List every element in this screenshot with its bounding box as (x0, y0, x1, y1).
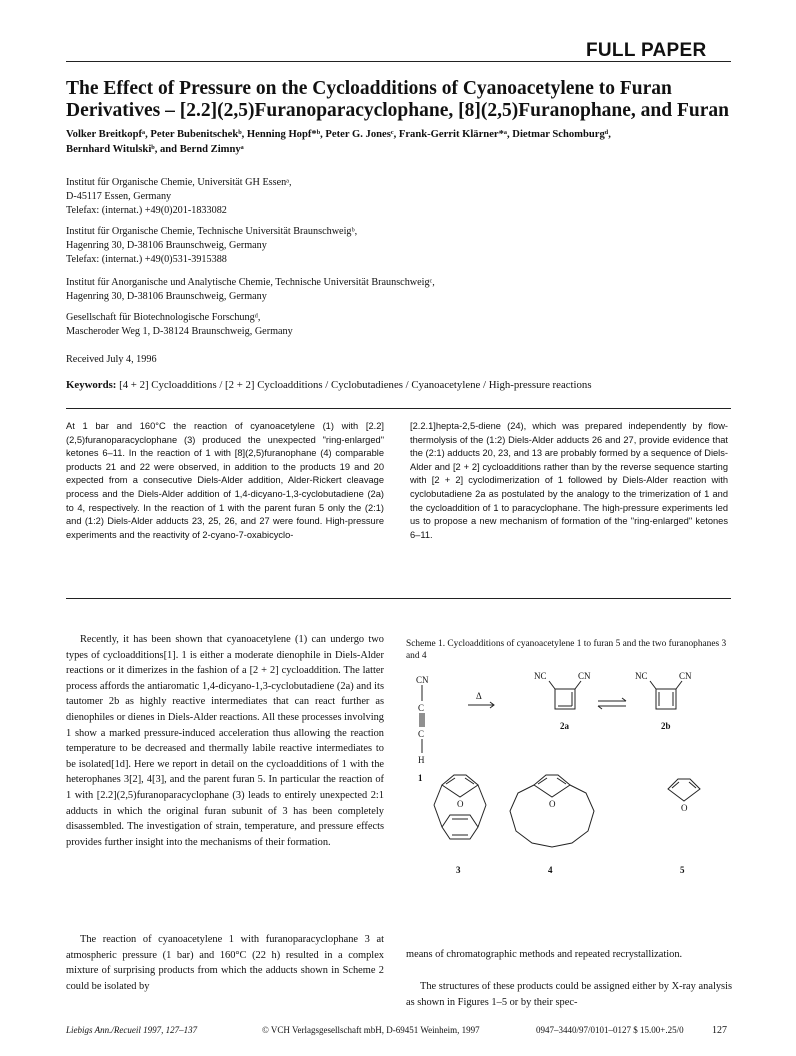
title-line-2: Derivatives – [2.2](2,5)Furanoparacyclophane, [8](2,5)Furanophane, and Furan (66, 100, 729, 121)
affiliation-braunschweig-organic (66, 225, 566, 267)
authors-line-1: Volker Breitkopfᵃ, Peter Bubenitschekᵇ, Henning Hopf*ᵇ, Peter G. Jonesᶜ, Frank-Gerrit Klärner*ᵃ, Dietmar Schomburgᵈ, (66, 129, 611, 140)
footer-code: 0947–3440/97/0101–0127 $ 15.00+.25/0 (536, 1025, 684, 1035)
abstract-bottom-rule (66, 598, 731, 599)
affiliation-line: Telefax: (internat.) +49(0)201-1833082 (66, 205, 227, 216)
scheme-1-figure (406, 665, 732, 925)
affiliation-line: Institut für Anorganische und Analytische Chemie, Technische Universität Braunschweigᶜ, (66, 277, 435, 288)
authors-line-2: Bernhard Witulskiᵇ, and Bernd Zimnyᵃ (66, 144, 244, 155)
scheme-label: O (681, 803, 688, 813)
affiliation-essen (66, 176, 566, 218)
keywords (66, 379, 736, 391)
abstract-right-column: [2.2.1]hepta-2,5-diene (24), which was prepared independently by flow-thermolysis of the (1:2) Diels-Alder adducts 26 and 27, provide evidence that the (2:1) adducts 20, 23, and 13 are probably formed by a sequence of Diels-Alder and [2 + 2] cycloadditions rather than by the reverse sequence starting with [2 + 2] cyclodimerization of 1 followed by Diels-Alder reaction with cyclobutadiene 2a as postulated by the analogy to the trimerization of 1 and the cycloaddition of 1 to paracyclophane. The high-pressure experiments led us to propose a new mechanism of formation of the "ring-enlarged" ketones 6–11. (410, 421, 728, 540)
compound-number: 2b (661, 721, 671, 731)
scheme-label: C (418, 729, 425, 739)
keywords-label: Keywords: (66, 379, 117, 391)
affiliation-gbf (66, 311, 566, 339)
abstract-top-rule (66, 408, 731, 409)
affiliation-line: Gesellschaft für Biotechnologische Forschungᵈ, (66, 312, 261, 323)
header-rule (66, 61, 731, 62)
scheme-label: CN (578, 671, 591, 681)
compound-number: 2a (560, 721, 569, 731)
scheme-label: CN (416, 675, 429, 685)
received-date: Received July 4, 1996 (66, 354, 157, 365)
paper-title (66, 78, 736, 122)
affiliation-line: Institut für Organische Chemie, Technische Universität Braunschweigᵇ, (66, 226, 358, 237)
author-list (66, 127, 736, 157)
page-number: 127 (712, 1025, 727, 1036)
scheme-caption: Scheme 1. Cycloadditions of cyanoacetylene 1 to furan 5 and the two furanophanes 3 and 4 (406, 639, 727, 661)
body-paragraph-1: Recently, it has been shown that cyanoacetylene (1) can undergo two types of cycloadditions[1]. 1 is either a moderate dienophile in Diels-Alder reactions or it dimerizes in the fashion of a [2 + 2] cycloaddition. The latter process affords the antiaromatic 1,4-dicyano-1,3-cyclobutadiene (2a) and its tautomer 2b as highly reactive intermediates that can react further as dienophiles or dienes in Diels-Alder reactions. All these processes involving 1 show a marked pressure-induced acceleration thus allowing the reaction temperature to be decreased and thermally labile reactive intermediates to be isolated[1d]. Here we report in detail on the cycloadditions of 1 with the heterophanes 3[2], 4[3], and the parent furan 5. In particular the reaction of 1 with [2.2](2,5)furanoparacyclophane (3) leads to entirely unexpected 2:1 adducts in which the original furan subunit of 3 has been completely disassembled. The investigation of strain, temperature, and pressure effects provides further insight into the mechanisms of their formation. (66, 634, 384, 848)
compound-number: 1 (418, 773, 423, 783)
footer-publisher: © VCH Verlagsgesellschaft mbH, D-69451 Weinheim, 1997 (262, 1025, 480, 1035)
affiliation-line: Telefax: (internat.) +49(0)531-3915388 (66, 254, 227, 265)
scheme-label: H (418, 755, 425, 765)
affiliation-line: Institut für Organische Chemie, Universität GH Essenᵃ, (66, 177, 292, 188)
scheme-label: NC (635, 671, 648, 681)
scheme-label: O (549, 799, 556, 809)
title-line-1: The Effect of Pressure on the Cycloadditions of Cyanoacetylene to Furan (66, 78, 672, 99)
abstract-left-column: At 1 bar and 160°C the reaction of cyanoacetylene (1) with [2.2](2,5)furanoparacyclophane (3) produced the unexpected "ring-enlarged" ketones 6–11. In the reaction of 1 with [8](2,5)furanophane (4) comparable products 21 and 22 were observed, in addition to the products 19 and 20 expected from a consecutive Diels-Alder addition, Alder-Rickert cleavage process and the Diels-Alder addition of 1,4-dicyano-1,3-cyclobutadiene (2a) to 4, respectively. In the reaction of 1 with the parent furan 5 only the (2:1) and (1:2) Diels-Alder adducts 23, 25, 26, and 27 were found. High-pressure experiments and the reactivity of 2-cyano-7-oxabicyclo- (66, 421, 384, 540)
body-paragraph-3: means of chromatographic methods and repeated recrystallization. (406, 949, 683, 960)
compound-number: 5 (680, 865, 685, 875)
scheme-label: C (418, 703, 425, 713)
affiliation-line: Mascheroder Weg 1, D-38124 Braunschweig, Germany (66, 326, 293, 337)
compound-number: 3 (456, 865, 461, 875)
keywords-text: [4 + 2] Cycloadditions / [2 + 2] Cycloadditions / Cyclobutadienes / Cyanoacetylene / High-pressure reactions (119, 379, 592, 391)
affiliation-braunschweig-inorganic (66, 276, 566, 304)
scheme-label: O (457, 799, 464, 809)
section-header: FULL PAPER (586, 40, 707, 61)
body-paragraph-2: The reaction of cyanoacetylene 1 with furanoparacyclophane 3 at atmospheric pressure (1 bar) and 160°C (22 h) resulted in a complex mixture of surprising products from which the adducts shown in Scheme 2 could be isolated by (66, 934, 384, 992)
journal-citation: Liebigs Ann./Recueil 1997, 127–137 (66, 1025, 198, 1035)
scheme-label: Δ (476, 691, 482, 701)
scheme-label: CN (679, 671, 692, 681)
footer-journal (66, 1025, 197, 1035)
scheme-label: NC (534, 671, 547, 681)
compound-number: 4 (548, 865, 553, 875)
body-paragraph-4: The structures of these products could be assigned either by X-ray analysis as shown in Figures 1–5 or by their spec- (406, 981, 732, 1008)
affiliation-line: Hagenring 30, D-38106 Braunschweig, Germany (66, 240, 267, 251)
affiliation-line: Hagenring 30, D-38106 Braunschweig, Germany (66, 291, 267, 302)
affiliation-line: D-45117 Essen, Germany (66, 191, 172, 202)
